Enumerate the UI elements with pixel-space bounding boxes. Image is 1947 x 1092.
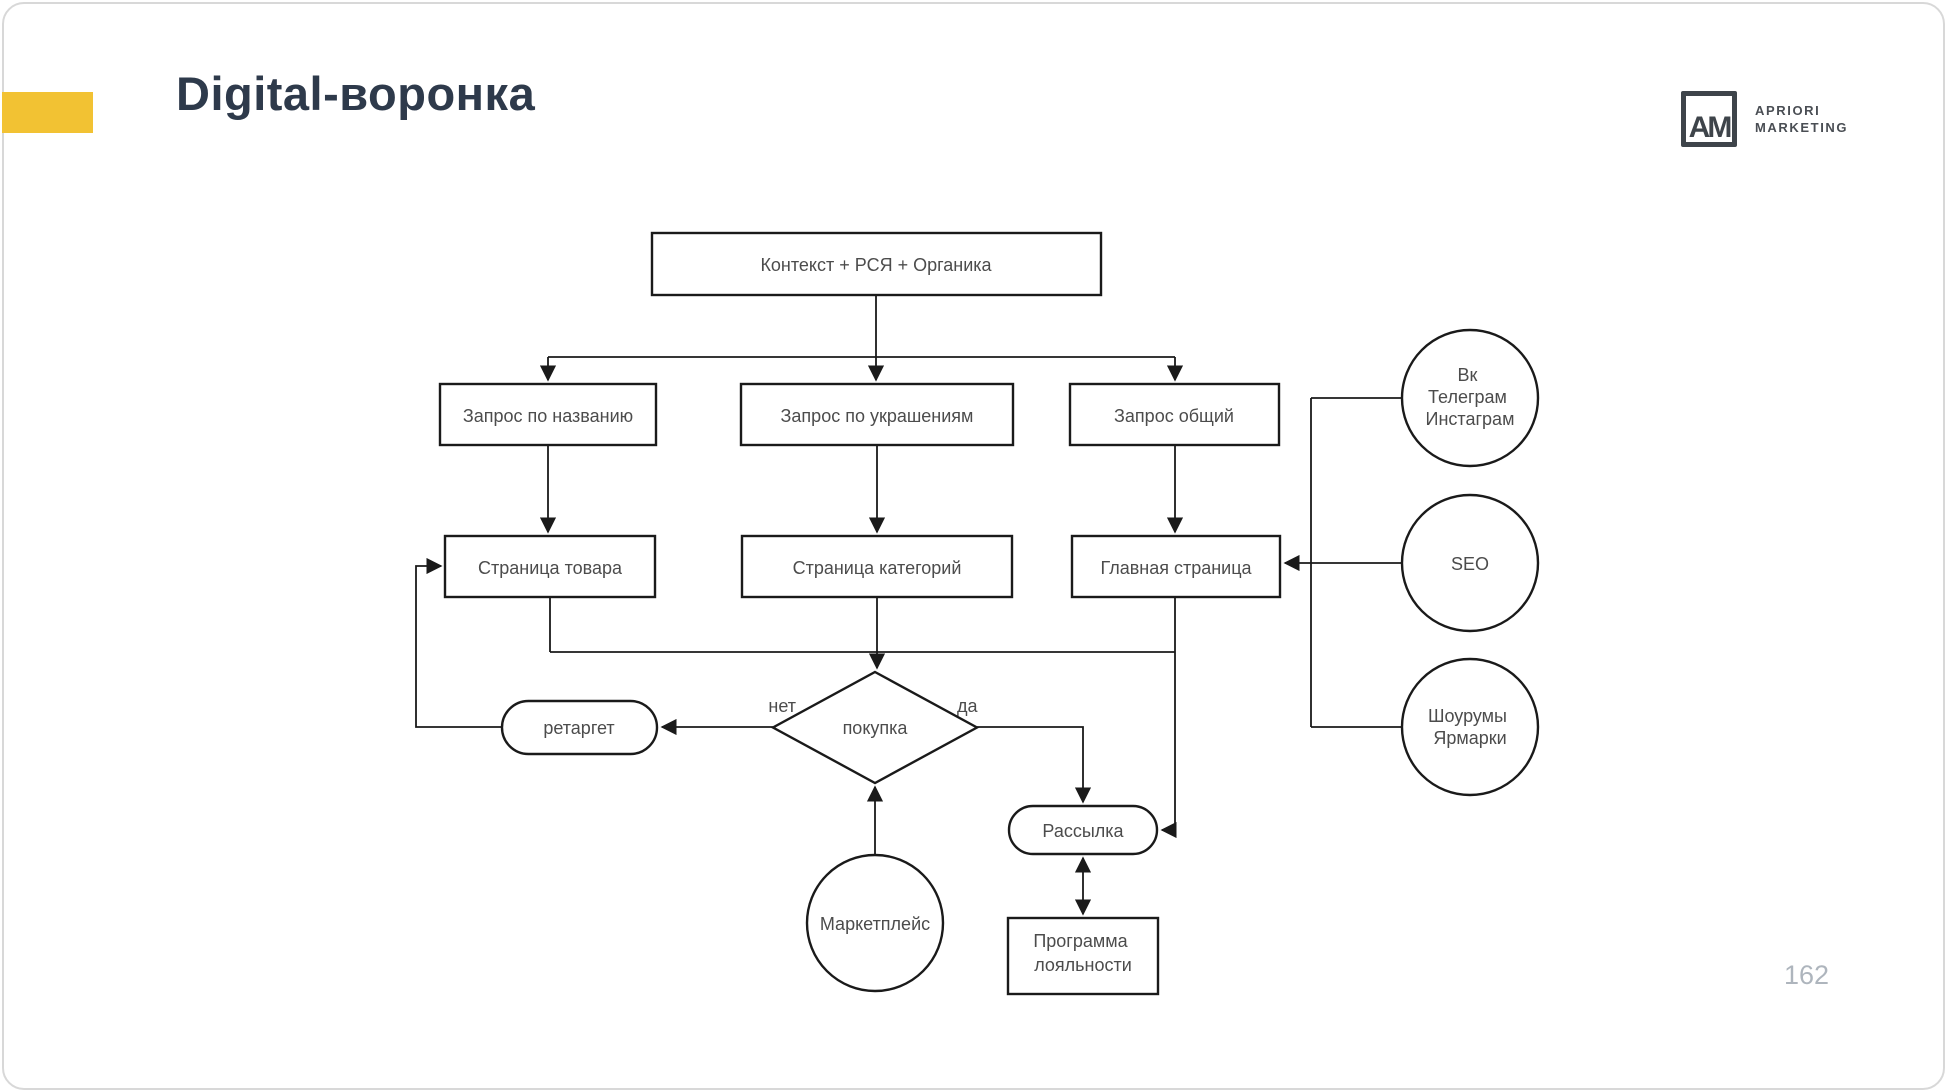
node-loyalty-label-line1: Программа	[1033, 931, 1128, 951]
node-social-label-line2: Телеграм	[1428, 387, 1507, 407]
node-product-page	[445, 536, 655, 597]
node-showrooms-circle	[1402, 659, 1538, 795]
slide-title: Digital-воронка	[176, 67, 536, 120]
node-showrooms-label-line1: Шоурумы	[1427, 706, 1508, 726]
node-source-label: Контекст + РСЯ + Органика	[760, 255, 992, 275]
node-query-by-name	[440, 384, 656, 445]
node-marketplace	[807, 855, 943, 991]
node-loyalty-label-line2: лояльности	[1034, 955, 1132, 975]
node-purchase-decision	[773, 672, 977, 783]
logo-am-icon: AM	[1681, 91, 1737, 147]
node-query-general-label: Запрос общий	[1114, 406, 1234, 426]
node-mailing-label: Рассылка	[1042, 821, 1124, 841]
node-loyalty-program	[1008, 918, 1158, 994]
node-social-label-line1: Вк	[1457, 365, 1478, 385]
edge-label-no: нет	[768, 696, 796, 716]
node-main-page	[1072, 536, 1280, 597]
node-seo	[1402, 495, 1538, 631]
node-category-page-label: Страница категорий	[792, 558, 962, 578]
node-retarget	[502, 701, 657, 754]
node-query-name-label: Запрос по названию	[462, 406, 634, 426]
node-purchase-label: покупка	[842, 718, 908, 738]
node-showrooms	[1402, 659, 1538, 795]
node-main-page-label: Главная страница	[1100, 558, 1252, 578]
node-retarget-label: ретаргет	[543, 718, 615, 738]
node-mailing	[1009, 806, 1157, 854]
node-social-channels	[1402, 330, 1538, 466]
node-seo-label: SEO	[1450, 554, 1490, 574]
node-query-by-jewelry	[741, 384, 1013, 445]
page-number: 162	[1784, 960, 1830, 990]
node-product-page-label: Страница товара	[477, 558, 623, 578]
logo-name-line2: MARKETING	[1755, 120, 1849, 135]
node-query-jewelry-label: Запрос по украшениям	[780, 406, 974, 426]
logo-name-line1: APRIORI	[1755, 103, 1821, 118]
node-query-general	[1070, 384, 1279, 445]
node-social-label-line3: Инстаграм	[1425, 409, 1515, 429]
edge-main-page-to-mailing	[1162, 597, 1175, 830]
node-category-page	[742, 536, 1012, 597]
edge-label-yes: да	[957, 696, 978, 716]
node-marketplace-label: Маркетплейс	[819, 914, 931, 934]
node-source-traffic	[652, 233, 1101, 295]
edge-purchase-yes-to-mailing	[977, 727, 1083, 802]
node-showrooms-label-line2: Ярмарки	[1433, 728, 1507, 748]
